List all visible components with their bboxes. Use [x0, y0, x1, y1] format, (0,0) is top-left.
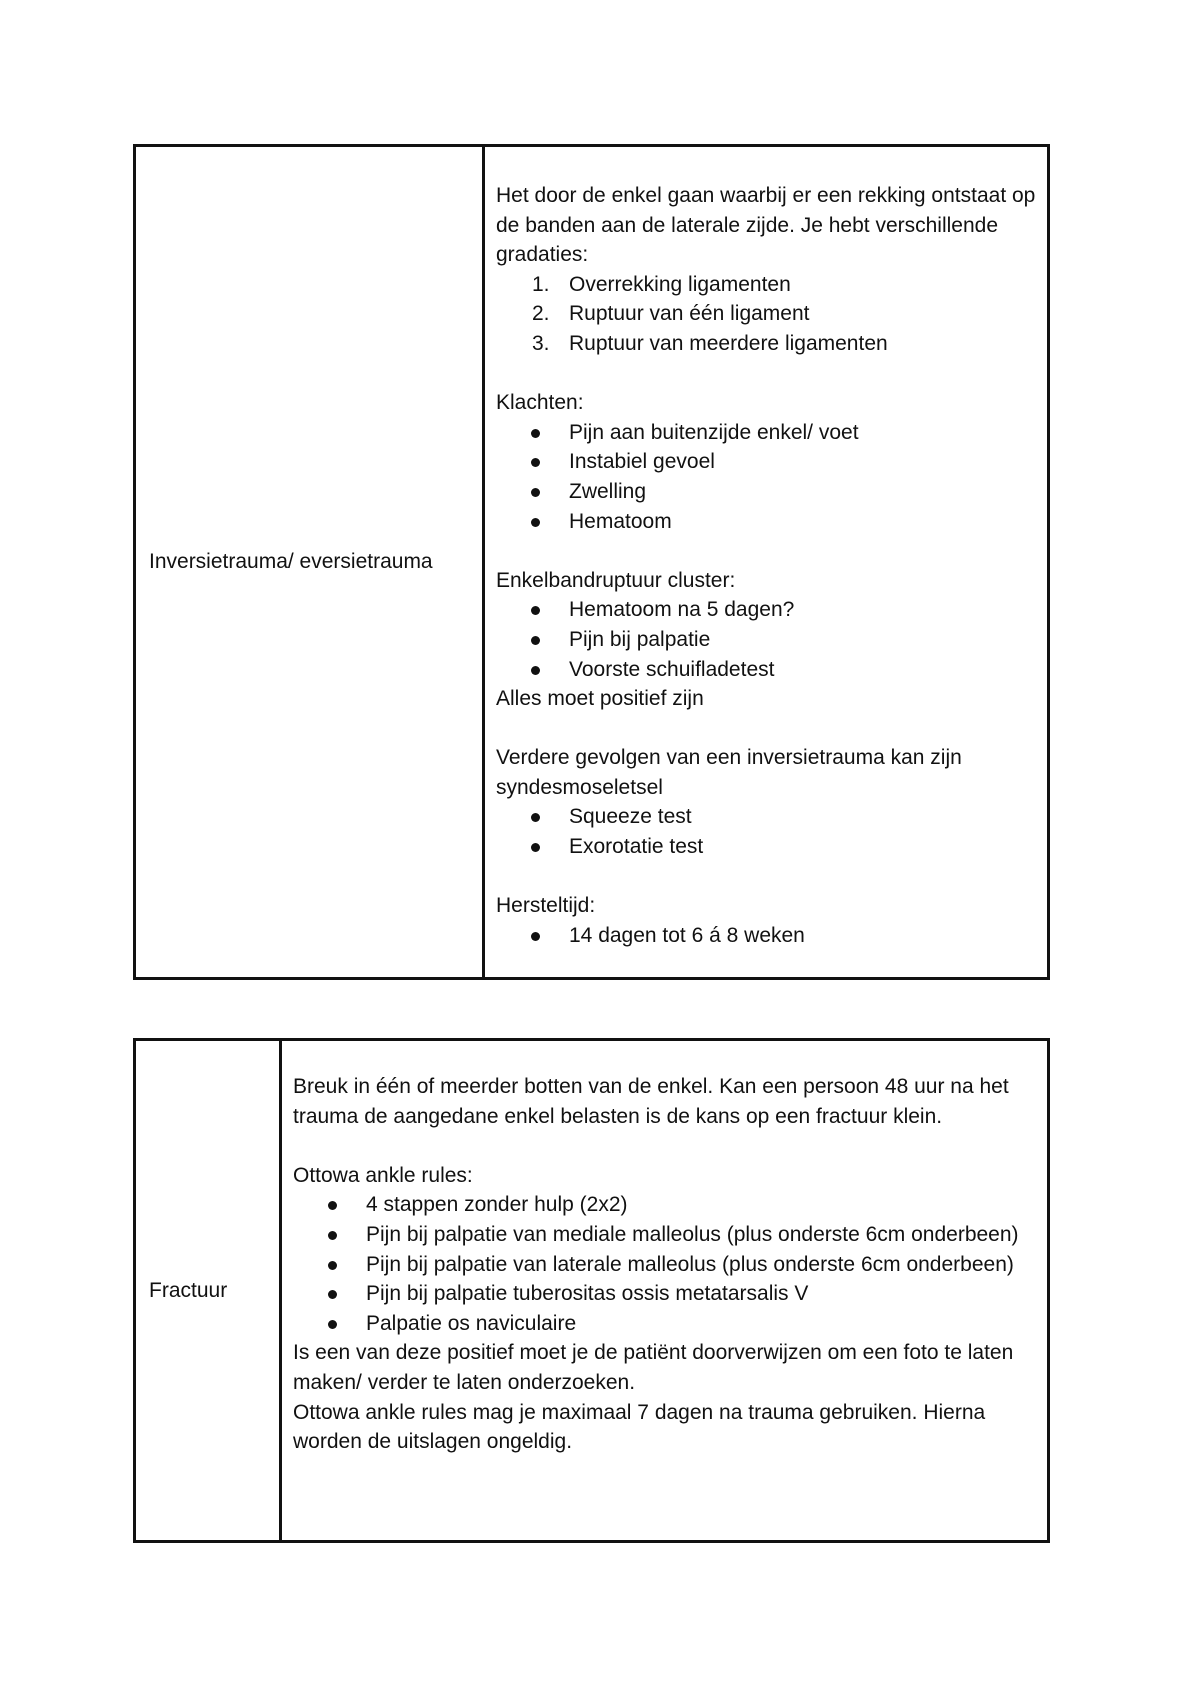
bullet-icon [328, 1320, 337, 1329]
list-item-text: Palpatie os naviculaire [366, 1311, 577, 1335]
list-item [496, 270, 1037, 300]
cluster-note: Alles moet positief zijn [496, 687, 704, 711]
list-item-text: Squeeze test [569, 805, 692, 829]
bullet-icon [531, 458, 540, 467]
list-item [496, 447, 1037, 477]
bullet-icon [531, 843, 540, 852]
list-item-text: 14 dagen tot 6 á 8 weken [569, 923, 805, 947]
gradation-list [496, 270, 1037, 359]
description-cell [282, 1041, 1047, 1540]
list-item-text: Ruptuur van één ligament [569, 302, 810, 326]
bullet-icon [328, 1290, 337, 1299]
condition-label-cell [136, 1041, 282, 1540]
list-item-text: Pijn bij palpatie van laterale malleolus (plus onderste 6cm onderbeen) [366, 1252, 1014, 1276]
recovery-list [496, 921, 1037, 951]
list-item-text: Hematoom [569, 509, 672, 533]
list-item [496, 802, 1037, 832]
list-number: 1. [532, 272, 550, 296]
list-item [293, 1250, 1037, 1280]
inversion-trauma-table [133, 144, 1050, 980]
list-item-text: 4 stappen zonder hulp (2x2) [366, 1193, 628, 1217]
description-cell [485, 147, 1047, 977]
bullet-icon [531, 518, 540, 527]
intro-paragraph: Het door de enkel gaan waarbij er een rekking ontstaat op de banden aan de laterale zijde. Je hebt verschillende gradaties: [496, 184, 1036, 267]
bullet-icon [328, 1231, 337, 1240]
list-item-text: Voorste schuifladetest [569, 657, 775, 681]
consequences-paragraph: Verdere gevolgen van een inversietrauma kan zijn syndesmoseletsel [496, 746, 962, 799]
list-item [293, 1190, 1037, 1220]
list-item [293, 1309, 1037, 1339]
list-item-text: Pijn bij palpatie tuberositas ossis metatarsalis V [366, 1282, 809, 1306]
list-item [496, 832, 1037, 862]
list-item [496, 507, 1037, 537]
bullet-icon [531, 429, 540, 438]
list-item-text: Pijn aan buitenzijde enkel/ voet [569, 420, 859, 444]
list-item [293, 1220, 1037, 1250]
list-item-text: Pijn bij palpatie van mediale malleolus (plus onderste 6cm onderbeen) [366, 1222, 1019, 1246]
list-item-text: Zwelling [569, 479, 647, 503]
list-item [496, 595, 1037, 625]
condition-label: Inversietrauma/ eversietrauma [149, 550, 433, 573]
list-item [496, 418, 1037, 448]
list-number: 2. [532, 302, 550, 326]
bullet-icon [531, 636, 540, 645]
list-item-text: Hematoom na 5 dagen? [569, 598, 795, 622]
bullet-icon [328, 1261, 337, 1270]
intro-paragraph: Breuk in één of meerder botten van de enkel. Kan een persoon 48 uur na het trauma de aangedane enkel belasten is de kans op een fractuur klein. [293, 1075, 1009, 1128]
list-item [496, 625, 1037, 655]
cluster-list [496, 595, 1037, 684]
bullet-icon [531, 932, 540, 941]
list-item-text: Instabiel gevoel [569, 450, 715, 474]
bullet-icon [531, 488, 540, 497]
referral-note: Is een van deze positief moet je de patiënt doorverwijzen om een foto te laten maken/ verder te laten onderzoeken. [293, 1341, 1014, 1394]
complaints-list [496, 418, 1037, 536]
recovery-heading: Hersteltijd: [496, 894, 596, 918]
bullet-icon [531, 666, 540, 675]
rules-list [293, 1190, 1037, 1338]
cluster-heading: Enkelbandruptuur cluster: [496, 568, 736, 592]
rules-heading: Ottowa ankle rules: [293, 1163, 473, 1187]
list-item-text: Overrekking ligamenten [569, 272, 791, 296]
list-item [496, 921, 1037, 951]
consequences-list [496, 802, 1037, 861]
bullet-icon [531, 813, 540, 822]
list-item [496, 477, 1037, 507]
condition-label: Fractuur [149, 1278, 228, 1302]
list-item-text: Pijn bij palpatie [569, 627, 711, 651]
list-item [496, 299, 1037, 329]
list-item-text: Exorotatie test [569, 835, 704, 859]
fracture-table [133, 1038, 1050, 1543]
bullet-icon [328, 1201, 337, 1210]
list-item [496, 655, 1037, 685]
condition-label-cell [136, 147, 485, 977]
list-number: 3. [532, 331, 550, 355]
bullet-icon [531, 606, 540, 615]
validity-note: Ottowa ankle rules mag je maximaal 7 dagen na trauma gebruiken. Hierna worden de uitslagen ongeldig. [293, 1400, 986, 1454]
list-item-text: Ruptuur van meerdere ligamenten [569, 331, 888, 355]
list-item [293, 1279, 1037, 1309]
list-item [496, 329, 1037, 359]
complaints-heading: Klachten: [496, 391, 584, 415]
